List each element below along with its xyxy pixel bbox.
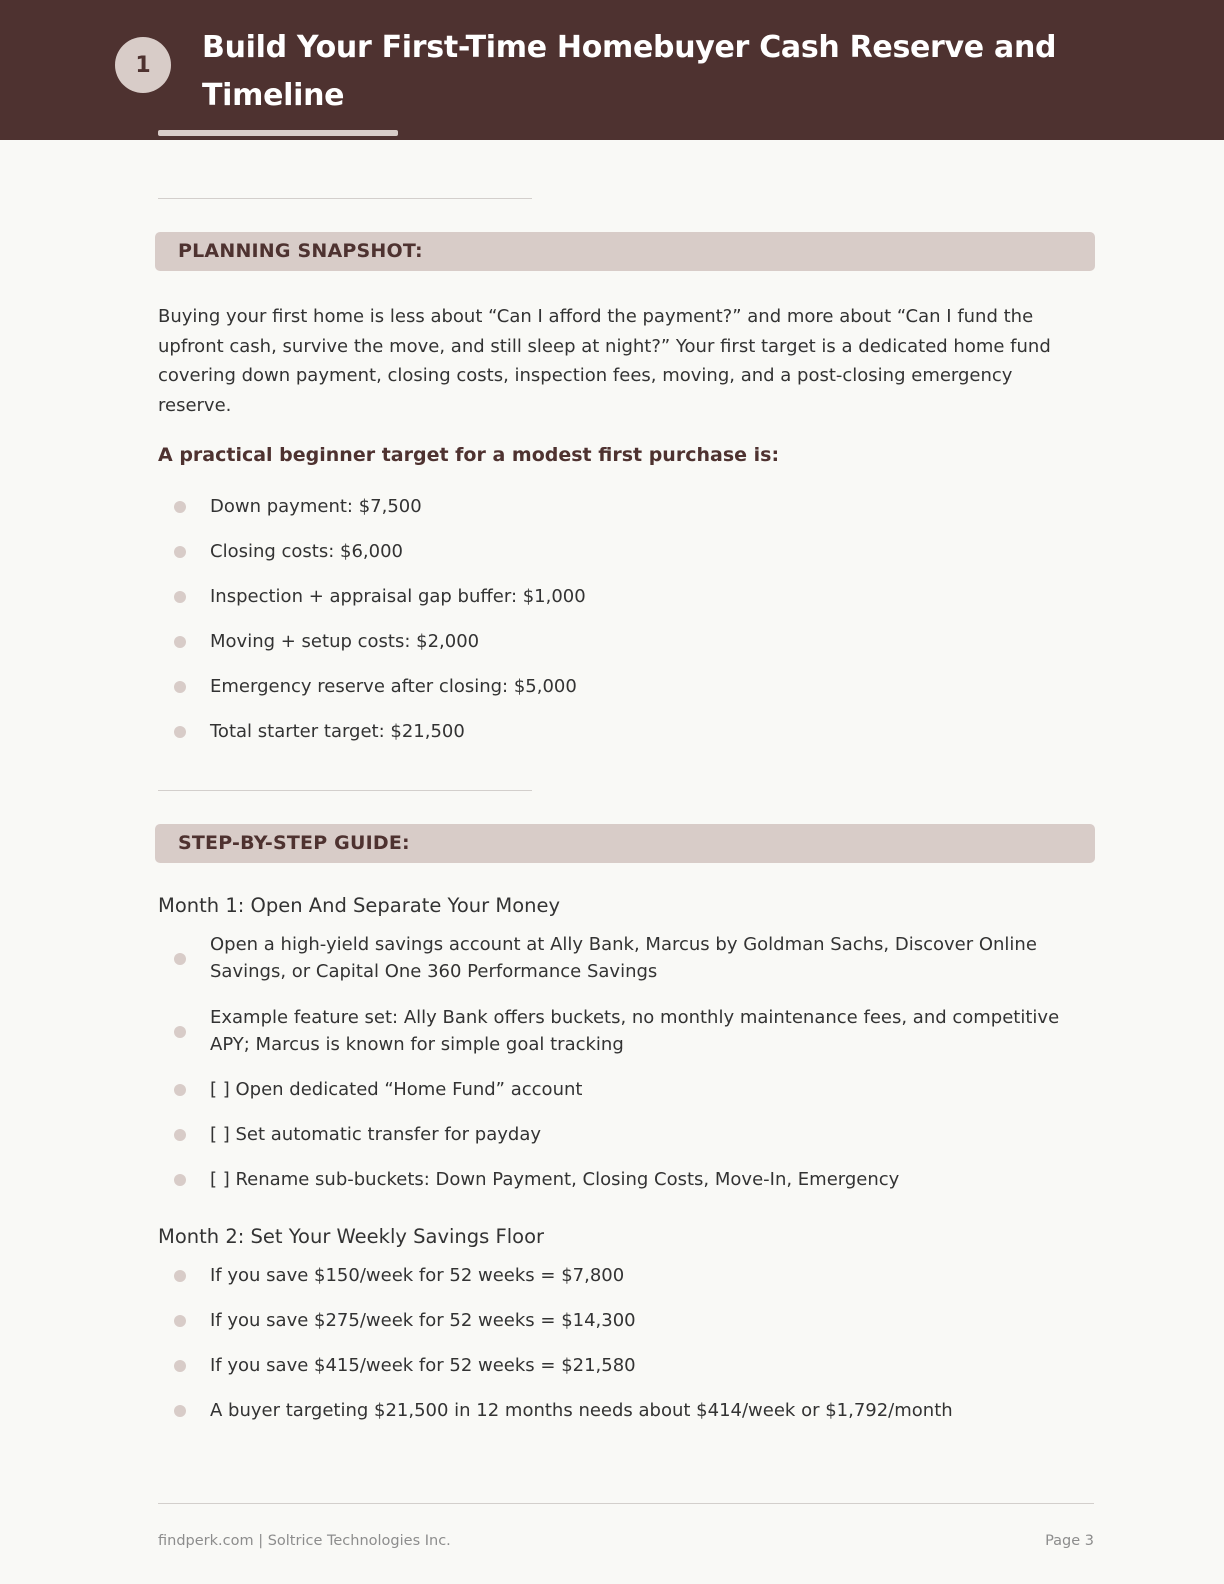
list-item — [210, 718, 1090, 745]
section-heading-label: STEP-BY-STEP GUIDE: — [178, 832, 410, 854]
list-item-text: Example feature set: Ally Bank offers buckets, no monthly maintenance fees, and competitive APY; Marcus is known for simple goal tracking — [210, 1007, 1060, 1055]
list-item-text: Moving + setup costs: $2,000 — [210, 631, 480, 652]
list-item-text: Inspection + appraisal gap buffer: $1,000 — [210, 586, 586, 607]
bullet-dot — [174, 681, 186, 693]
page-title: Build Your First-Time Homebuyer Cash Reserve and Timeline — [202, 30, 1057, 113]
bullet-dot — [174, 1405, 186, 1417]
list-item-text: If you save $275/week for 52 weeks = $14,300 — [210, 1310, 636, 1331]
list-item-text: A buyer targeting $21,500 in 12 months needs about $414/week or $1,792/month — [210, 1400, 953, 1421]
bullet-dot — [174, 1084, 186, 1096]
list-item-text: If you save $150/week for 52 weeks = $7,800 — [210, 1265, 625, 1286]
list-item-text: [ ] Rename sub-buckets: Down Payment, Closing Costs, Move-In, Emergency — [210, 1169, 900, 1190]
list-item-text: [ ] Open dedicated “Home Fund” account — [210, 1079, 583, 1100]
list-item — [210, 1262, 1090, 1289]
list-item — [210, 1004, 1090, 1058]
bullet-dot — [174, 1174, 186, 1186]
bullet-dot — [174, 953, 186, 965]
bullet-dot — [174, 1360, 186, 1372]
list-item-text: Total starter target: $21,500 — [210, 721, 465, 742]
bullet-dot — [174, 1129, 186, 1141]
page-header — [0, 0, 1224, 140]
list-item — [210, 493, 1090, 520]
list-item — [210, 1352, 1090, 1379]
target-subheading: A practical beginner target for a modest first purchase is: — [158, 444, 780, 466]
month-1-title: Month 1: Open And Separate Your Money — [158, 894, 561, 917]
intro-paragraph: Buying your first home is less about “Can I afford the payment?” and more about “Can I fund the upfront cash, survive the move, and still sleep at night?” Your first target is a dedicated home fund covering down payment, closing costs, inspection fees, moving, and a post-closing emergency reserve. — [158, 306, 1051, 416]
list-item — [210, 538, 1090, 565]
section-heading-label: PLANNING SNAPSHOT: — [178, 240, 423, 262]
checklist-item — [210, 1166, 1090, 1193]
bullet-dot — [174, 1026, 186, 1038]
month-2-title: Month 2: Set Your Weekly Savings Floor — [158, 1225, 545, 1248]
list-item — [210, 583, 1090, 610]
list-item-text: Open a high-yield savings account at Ally Bank, Marcus by Goldman Sachs, Discover Online Savings, or Capital One 360 Performance Savings — [210, 934, 1037, 982]
bullet-dot — [174, 726, 186, 738]
footer-company: findperk.com | Soltrice Technologies Inc. — [158, 1533, 451, 1549]
bullet-dot — [174, 546, 186, 558]
list-item — [210, 931, 1090, 985]
list-item — [210, 1307, 1090, 1334]
list-item-text: Emergency reserve after closing: $5,000 — [210, 676, 577, 697]
list-item-text: [ ] Set automatic transfer for payday — [210, 1124, 542, 1145]
bullet-dot — [174, 1315, 186, 1327]
section-heading-step-by-step — [155, 824, 1095, 863]
list-item — [210, 673, 1090, 700]
checklist-item — [210, 1121, 1090, 1148]
bullet-dot — [174, 501, 186, 513]
section-heading-planning-snapshot — [155, 232, 1095, 271]
footer-divider — [158, 1503, 1094, 1504]
list-item-text: If you save $415/week for 52 weeks = $21,580 — [210, 1355, 636, 1376]
list-item — [210, 628, 1090, 655]
bullet-dot — [174, 636, 186, 648]
section-divider — [158, 790, 532, 791]
chapter-number-badge: 1 — [115, 37, 171, 93]
page-number: Page 3 — [1045, 1533, 1094, 1549]
list-item-text: Down payment: $7,500 — [210, 496, 422, 517]
list-item — [210, 1397, 1090, 1424]
title-underline — [158, 130, 398, 136]
section-divider — [158, 198, 532, 199]
bullet-dot — [174, 591, 186, 603]
bullet-dot — [174, 1270, 186, 1282]
list-item-text: Closing costs: $6,000 — [210, 541, 404, 562]
checklist-item — [210, 1076, 1090, 1103]
